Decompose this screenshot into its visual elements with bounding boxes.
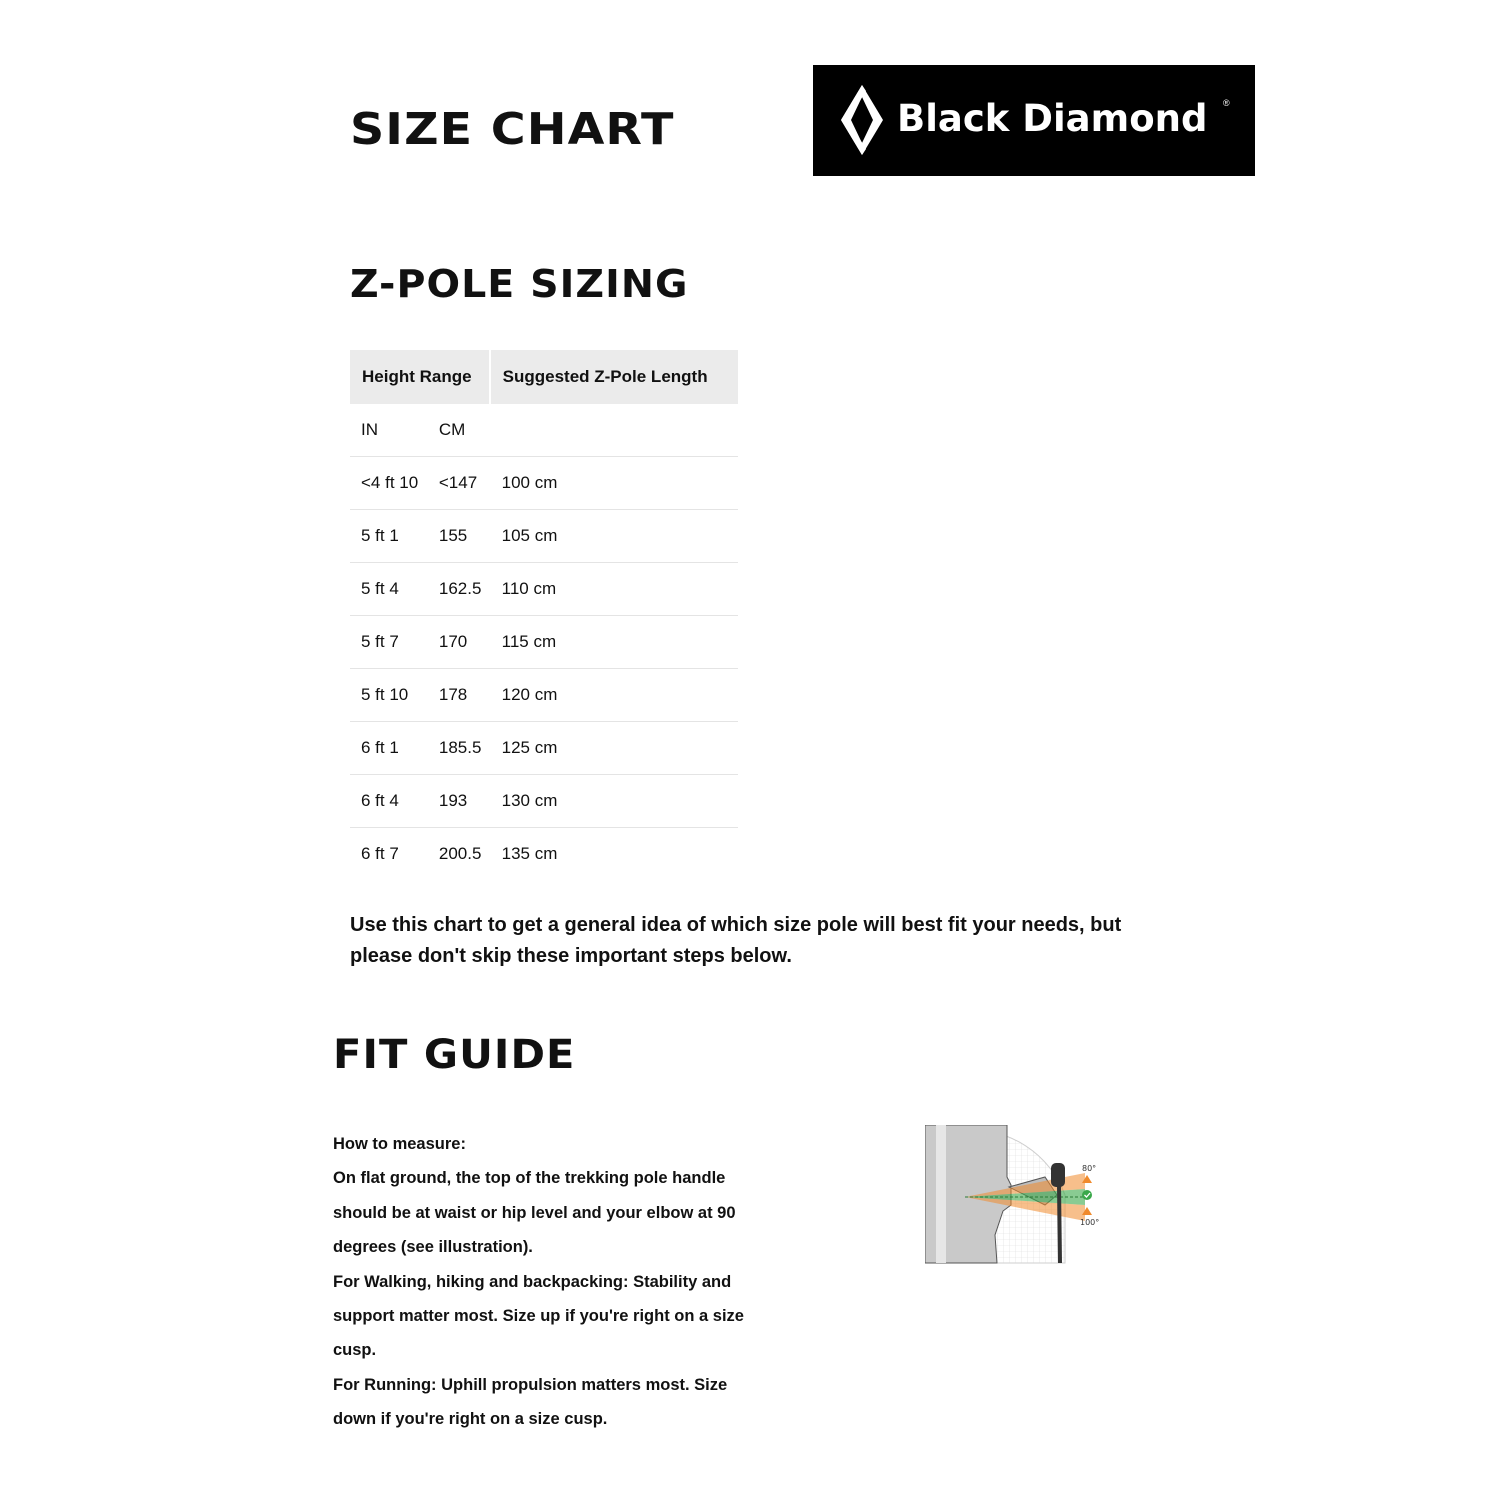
brand-logo [813,65,1255,176]
angle-label-top: 80° [1082,1164,1097,1173]
height-cm-cell: 193 [429,775,490,828]
height-cm-cell: 185.5 [429,722,490,775]
pole-length-cell: 130 cm [490,775,738,828]
height-cm-cell: 178 [429,669,490,722]
height-in-cell: 6 ft 1 [350,722,429,775]
size-table [350,350,738,880]
guide-line: cusp. [333,1341,377,1360]
height-in-cell: 5 ft 10 [350,669,429,722]
height-in-cell: 5 ft 1 [350,510,429,563]
table-row [350,775,738,828]
guide-line: degrees (see illustration). [333,1238,533,1257]
sizing-note [350,910,1190,972]
table-row [350,616,738,669]
height-cm-cell: 170 [429,616,490,669]
header-suggested-length: Suggested Z-Pole Length [490,350,738,404]
diamond-icon [837,83,887,157]
height-cm-cell: 162.5 [429,563,490,616]
guide-line: support matter most. Size up if you're right on a size [333,1307,744,1326]
height-cm-cell: 155 [429,510,490,563]
guide-line: On flat ground, the top of the trekking pole handle [333,1169,726,1188]
height-in-cell: 6 ft 7 [361,844,399,863]
height-in-cell: 5 ft 7 [350,616,429,669]
page-title: SIZE CHART [350,104,675,155]
pole-length-cell: 120 cm [490,669,738,722]
pole-length-cell: 105 cm [490,510,738,563]
table-row [350,563,738,616]
fit-guide-title: FIT GUIDE [333,1032,576,1078]
section-title: Z-POLE SIZING [350,262,689,306]
pole-length-cell: 135 cm [501,844,558,863]
angle-label-bottom: 100° [1080,1218,1100,1227]
height-in-cell: 6 ft 4 [350,775,429,828]
guide-line: down if you're right on a size cusp. [333,1410,608,1429]
table-row [350,722,738,775]
header-height-range: Height Range [350,350,490,404]
unit-cm: CM [429,404,490,457]
pole-length-cell: 110 cm [490,563,738,616]
registered-mark: ® [1223,98,1230,108]
fit-guide-text [333,1127,783,1437]
unit-in: IN [350,404,429,457]
pole-length-cell: 125 cm [490,722,738,775]
units-row [350,404,738,457]
brand-name: Black Diamond [897,97,1208,140]
table-row [350,669,738,722]
pole-length-cell: 115 cm [490,616,738,669]
table-header-row [350,350,738,404]
note-line: Use this chart to get a general idea of which size pole will best fit your needs, but [350,914,1122,936]
guide-line: For Running: Uphill propulsion matters most. Size [333,1375,728,1394]
guide-line: How to measure: [333,1135,466,1153]
table-body [350,404,738,880]
elbow-angle-illustration [925,1125,1105,1265]
note-line: please don't skip these important steps below. [350,945,792,967]
pole-length-cell: 100 cm [490,457,738,510]
height-in-cell: <4 ft 10 [350,457,429,510]
height-cm-cell: 200.5 [438,844,482,863]
guide-line: should be at waist or hip level and your elbow at 90 [333,1203,736,1222]
table-row [350,457,738,510]
height-in-cell: 5 ft 4 [350,563,429,616]
height-cm-cell: <147 [429,457,490,510]
guide-line: For Walking, hiking and backpacking: Stability and [333,1272,732,1291]
table-row [350,828,738,881]
pole-grip [1051,1163,1065,1187]
check-icon [1082,1190,1092,1200]
pole-shaft [1059,1185,1060,1263]
table-row [350,510,738,563]
